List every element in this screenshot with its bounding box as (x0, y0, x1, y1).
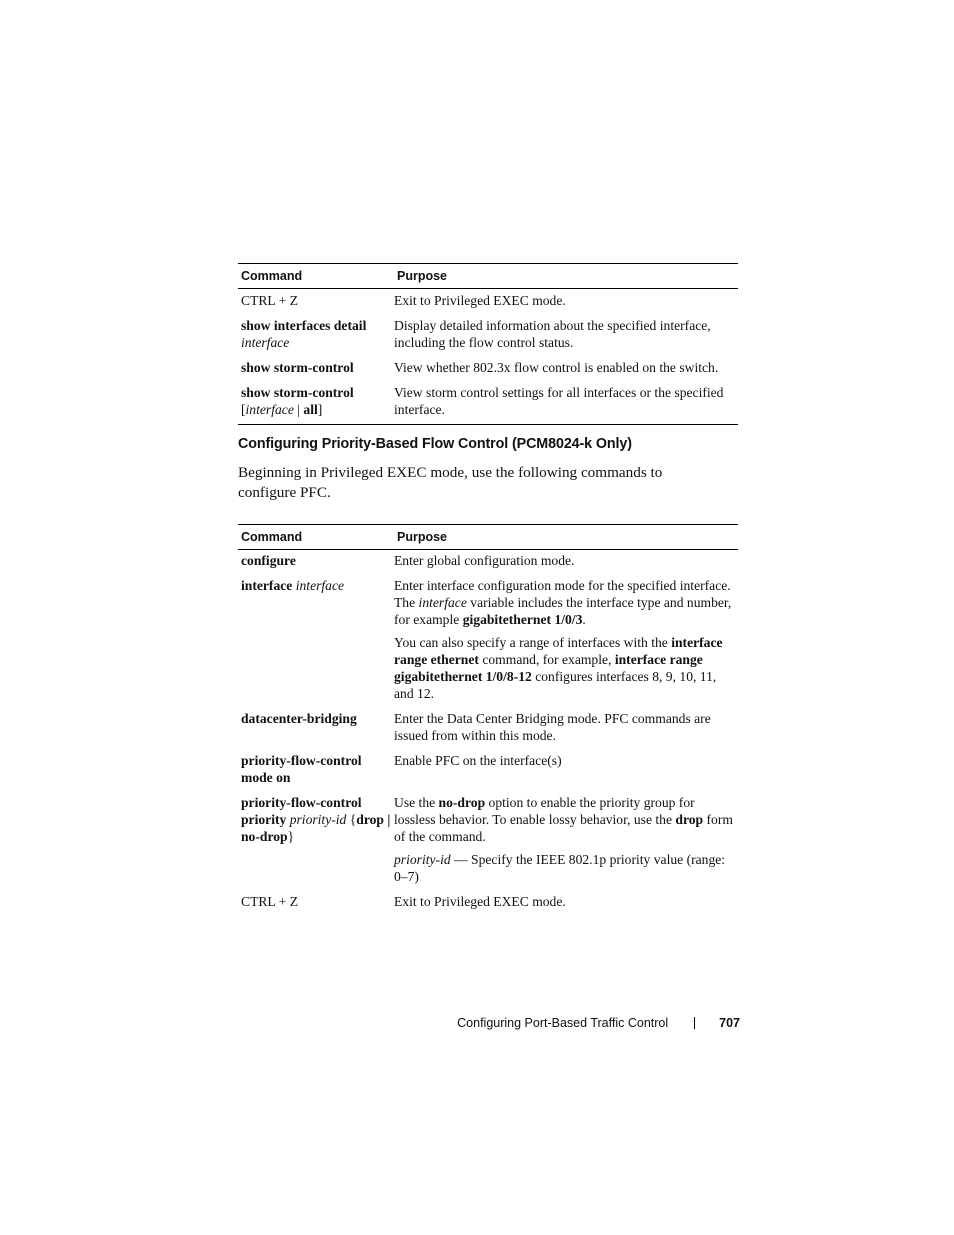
purpose-paragraph (394, 794, 738, 845)
purpose-cell: View whether 802.3x flow control is enabled on the switch. (394, 360, 719, 375)
command-variable: interface (241, 335, 290, 350)
col-header-purpose: Purpose (397, 530, 448, 544)
col-header-command: Command (241, 269, 303, 283)
bracket-close: ] (317, 402, 323, 417)
purpose-cell: Display detailed information about the specified interface, including the flow control status. (394, 318, 711, 350)
section-heading: Configuring Priority-Based Flow Control (PCM8024-k Only) (238, 436, 632, 452)
command-cell (238, 317, 391, 351)
keyword: interface range gigabitethernet 1/0/8-12 (394, 652, 703, 684)
variable: interface (418, 595, 467, 610)
footer-title: Configuring Port-Based Traffic Control (457, 1016, 669, 1030)
table-row (238, 351, 738, 376)
purpose-cell (391, 577, 738, 702)
purpose-cell: Enter global configuration mode. (394, 553, 575, 568)
pipe: | (293, 402, 304, 417)
text: Enter interface configuration mode for the specified interface. The (394, 578, 731, 610)
table-row (238, 550, 738, 569)
purpose-cell: View storm control settings for all interfaces or the specified interface. (394, 385, 724, 417)
purpose-paragraph (394, 634, 738, 702)
page-number: 707 (719, 1016, 740, 1030)
table-1-header (238, 263, 738, 289)
table-row (238, 376, 738, 425)
table-row (238, 786, 738, 885)
text: You can also specify a range of interfaces with the (394, 635, 672, 650)
keyword: interface range ethernet (394, 635, 723, 667)
command-cell (238, 577, 391, 702)
text: variable includes the interface type and number, for example (394, 595, 732, 627)
command-cell: priority-flow-control mode on (241, 753, 362, 785)
command-cell: show storm-control (241, 360, 354, 375)
table-row (238, 309, 738, 351)
table-row (238, 569, 738, 702)
command-cell: CTRL + Z (241, 293, 299, 308)
text: . (582, 612, 586, 627)
brace-close: } (287, 829, 295, 844)
command-variable: priority-id (289, 812, 347, 827)
page-footer (457, 1016, 740, 1030)
purpose-cell: Enable PFC on the interface(s) (394, 753, 562, 768)
purpose-paragraph (394, 851, 738, 885)
command-keyword: all (303, 402, 318, 417)
table-2-header (238, 524, 738, 550)
table-row (238, 702, 738, 744)
col-header-purpose: Purpose (397, 269, 448, 283)
command-keyword: priority-flow-control priority (241, 795, 362, 827)
keyword: drop (675, 812, 704, 827)
command-variable: interface (295, 578, 345, 593)
text: command, for example, (478, 652, 615, 667)
purpose-cell: Enter the Data Center Bridging mode. PFC commands are issued from within this mode. (394, 711, 711, 743)
text: option to enable the priority group for lossless behavior. To enable lossy behavior, use the (394, 795, 695, 827)
command-keyword: drop | no-drop (241, 812, 391, 844)
bracket-open: [ (241, 402, 246, 417)
table-row (238, 744, 738, 786)
command-keyword: interface (241, 578, 293, 593)
command-keyword: show storm-control (241, 385, 354, 400)
table-row (238, 885, 738, 910)
table-2 (238, 524, 738, 910)
text: configures interfaces 8, 9, 10, 11, and 12. (394, 669, 717, 701)
command-cell: configure (241, 553, 296, 568)
col-header-command: Command (241, 530, 303, 544)
purpose-cell: Exit to Privileged EXEC mode. (394, 894, 566, 909)
keyword: no-drop (438, 795, 486, 810)
purpose-cell: Exit to Privileged EXEC mode. (394, 293, 566, 308)
table-row (238, 289, 738, 309)
command-keyword: show interfaces detail (241, 318, 367, 333)
purpose-cell (391, 794, 738, 885)
table-1 (238, 263, 738, 425)
purpose-paragraph (394, 577, 738, 628)
variable: priority-id (394, 852, 451, 867)
footer-separator (694, 1017, 695, 1029)
text: — Specify the IEEE 802.1p priority value (range: 0–7) (394, 852, 726, 884)
text: form of the command. (394, 812, 733, 844)
command-cell: CTRL + Z (241, 894, 299, 909)
command-cell (238, 794, 391, 885)
keyword: gigabitethernet 1/0/3 (462, 612, 583, 627)
command-cell (238, 384, 391, 418)
intro-paragraph: Beginning in Privileged EXEC mode, use the following commands to configure PFC. (238, 464, 663, 501)
command-cell: datacenter-bridging (241, 711, 357, 726)
command-variable: interface (245, 402, 294, 417)
brace-open: { (346, 812, 357, 827)
text: Use the (394, 795, 439, 810)
